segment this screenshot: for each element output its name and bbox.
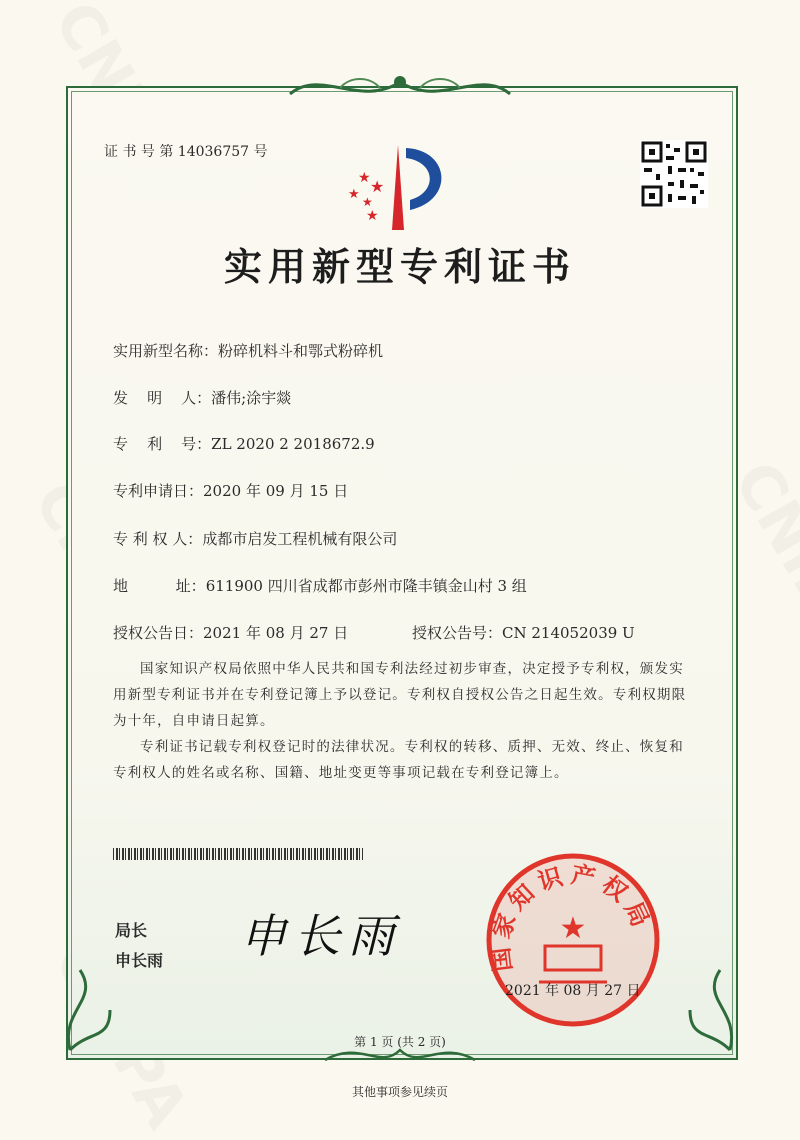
field-value: ZL 2020 2 2018672.9	[211, 435, 375, 453]
signatory-name: 申长雨	[115, 951, 164, 970]
grant-paragraph: 国家知识产权局依照中华人民共和国专利法经过初步审查，决定授予专利权，颁发实用新型专利证书并在专利登记簿上予以登记。专利权自授权公告之日起生效。专利权期限为十年，自申请日起算。	[113, 661, 687, 729]
field-grant-date	[113, 622, 348, 643]
field-patentee	[113, 528, 397, 549]
field-value: 潘伟;涂宇燚	[211, 389, 292, 407]
svg-text:★: ★	[559, 911, 587, 946]
field-label: 专利申请日：	[113, 482, 204, 500]
svg-text:★: ★	[358, 170, 371, 186]
svg-text:★: ★	[348, 187, 360, 202]
field-value: 611900 四川省成都市彭州市隆丰镇金山村 3 组	[205, 577, 527, 595]
signatory-title: 局长	[115, 921, 148, 940]
field-value: 粉碎机料斗和鄂式粉碎机	[218, 342, 384, 360]
field-value: 2021 年 08 月 27 日	[203, 624, 349, 642]
svg-text:★: ★	[370, 177, 385, 196]
qr-code	[640, 140, 708, 208]
footer-note: 其他事项参见续页	[351, 1085, 448, 1099]
top-ornament-icon	[280, 68, 520, 104]
field-application-date	[113, 480, 348, 501]
field-patent-number	[113, 433, 375, 454]
certificate-number: 证 书 号 第 14036757 号	[104, 144, 268, 160]
svg-text:★: ★	[366, 208, 379, 224]
handwritten-signature: 申长雨	[240, 909, 402, 963]
svg-text:★: ★	[362, 195, 373, 209]
certificate-title: 实用新型专利证书	[223, 244, 576, 289]
field-label: 实用新型名称：	[113, 342, 219, 360]
field-announcement-number	[412, 622, 635, 643]
field-label: 授权公告号：	[412, 624, 503, 642]
seal-text: 国家知识产权局	[484, 859, 659, 974]
field-inventor	[113, 387, 291, 408]
field-value: CN 214052039 U	[502, 624, 635, 642]
field-value: 2020 年 09 月 15 日	[203, 482, 349, 500]
legal-status-paragraph: 专利证书记载专利权登记时的法律状况。专利权的转移、质押、无效、终止、恢复和专利权人的姓名或名称、国籍、地址变更等事项记载在专利登记簿上。	[113, 739, 684, 781]
field-label: 专 利 号：	[113, 435, 212, 453]
barcode	[113, 848, 363, 860]
field-value: 成都市启发工程机械有限公司	[202, 530, 398, 548]
field-label: 专 利 权 人：	[113, 530, 203, 548]
page-number: 第 1 页 (共 2 页)	[354, 1035, 446, 1049]
field-label: 授权公告日：	[113, 624, 204, 642]
official-seal-icon	[483, 850, 663, 1030]
field-label: 地 址：	[113, 577, 206, 595]
seal-date: 2021 年 08 月 27 日	[505, 983, 641, 999]
cnipa-logo-icon	[340, 140, 460, 235]
field-address	[113, 575, 527, 596]
field-label: 发 明 人：	[113, 389, 212, 407]
field-utility-model-name	[113, 340, 383, 361]
